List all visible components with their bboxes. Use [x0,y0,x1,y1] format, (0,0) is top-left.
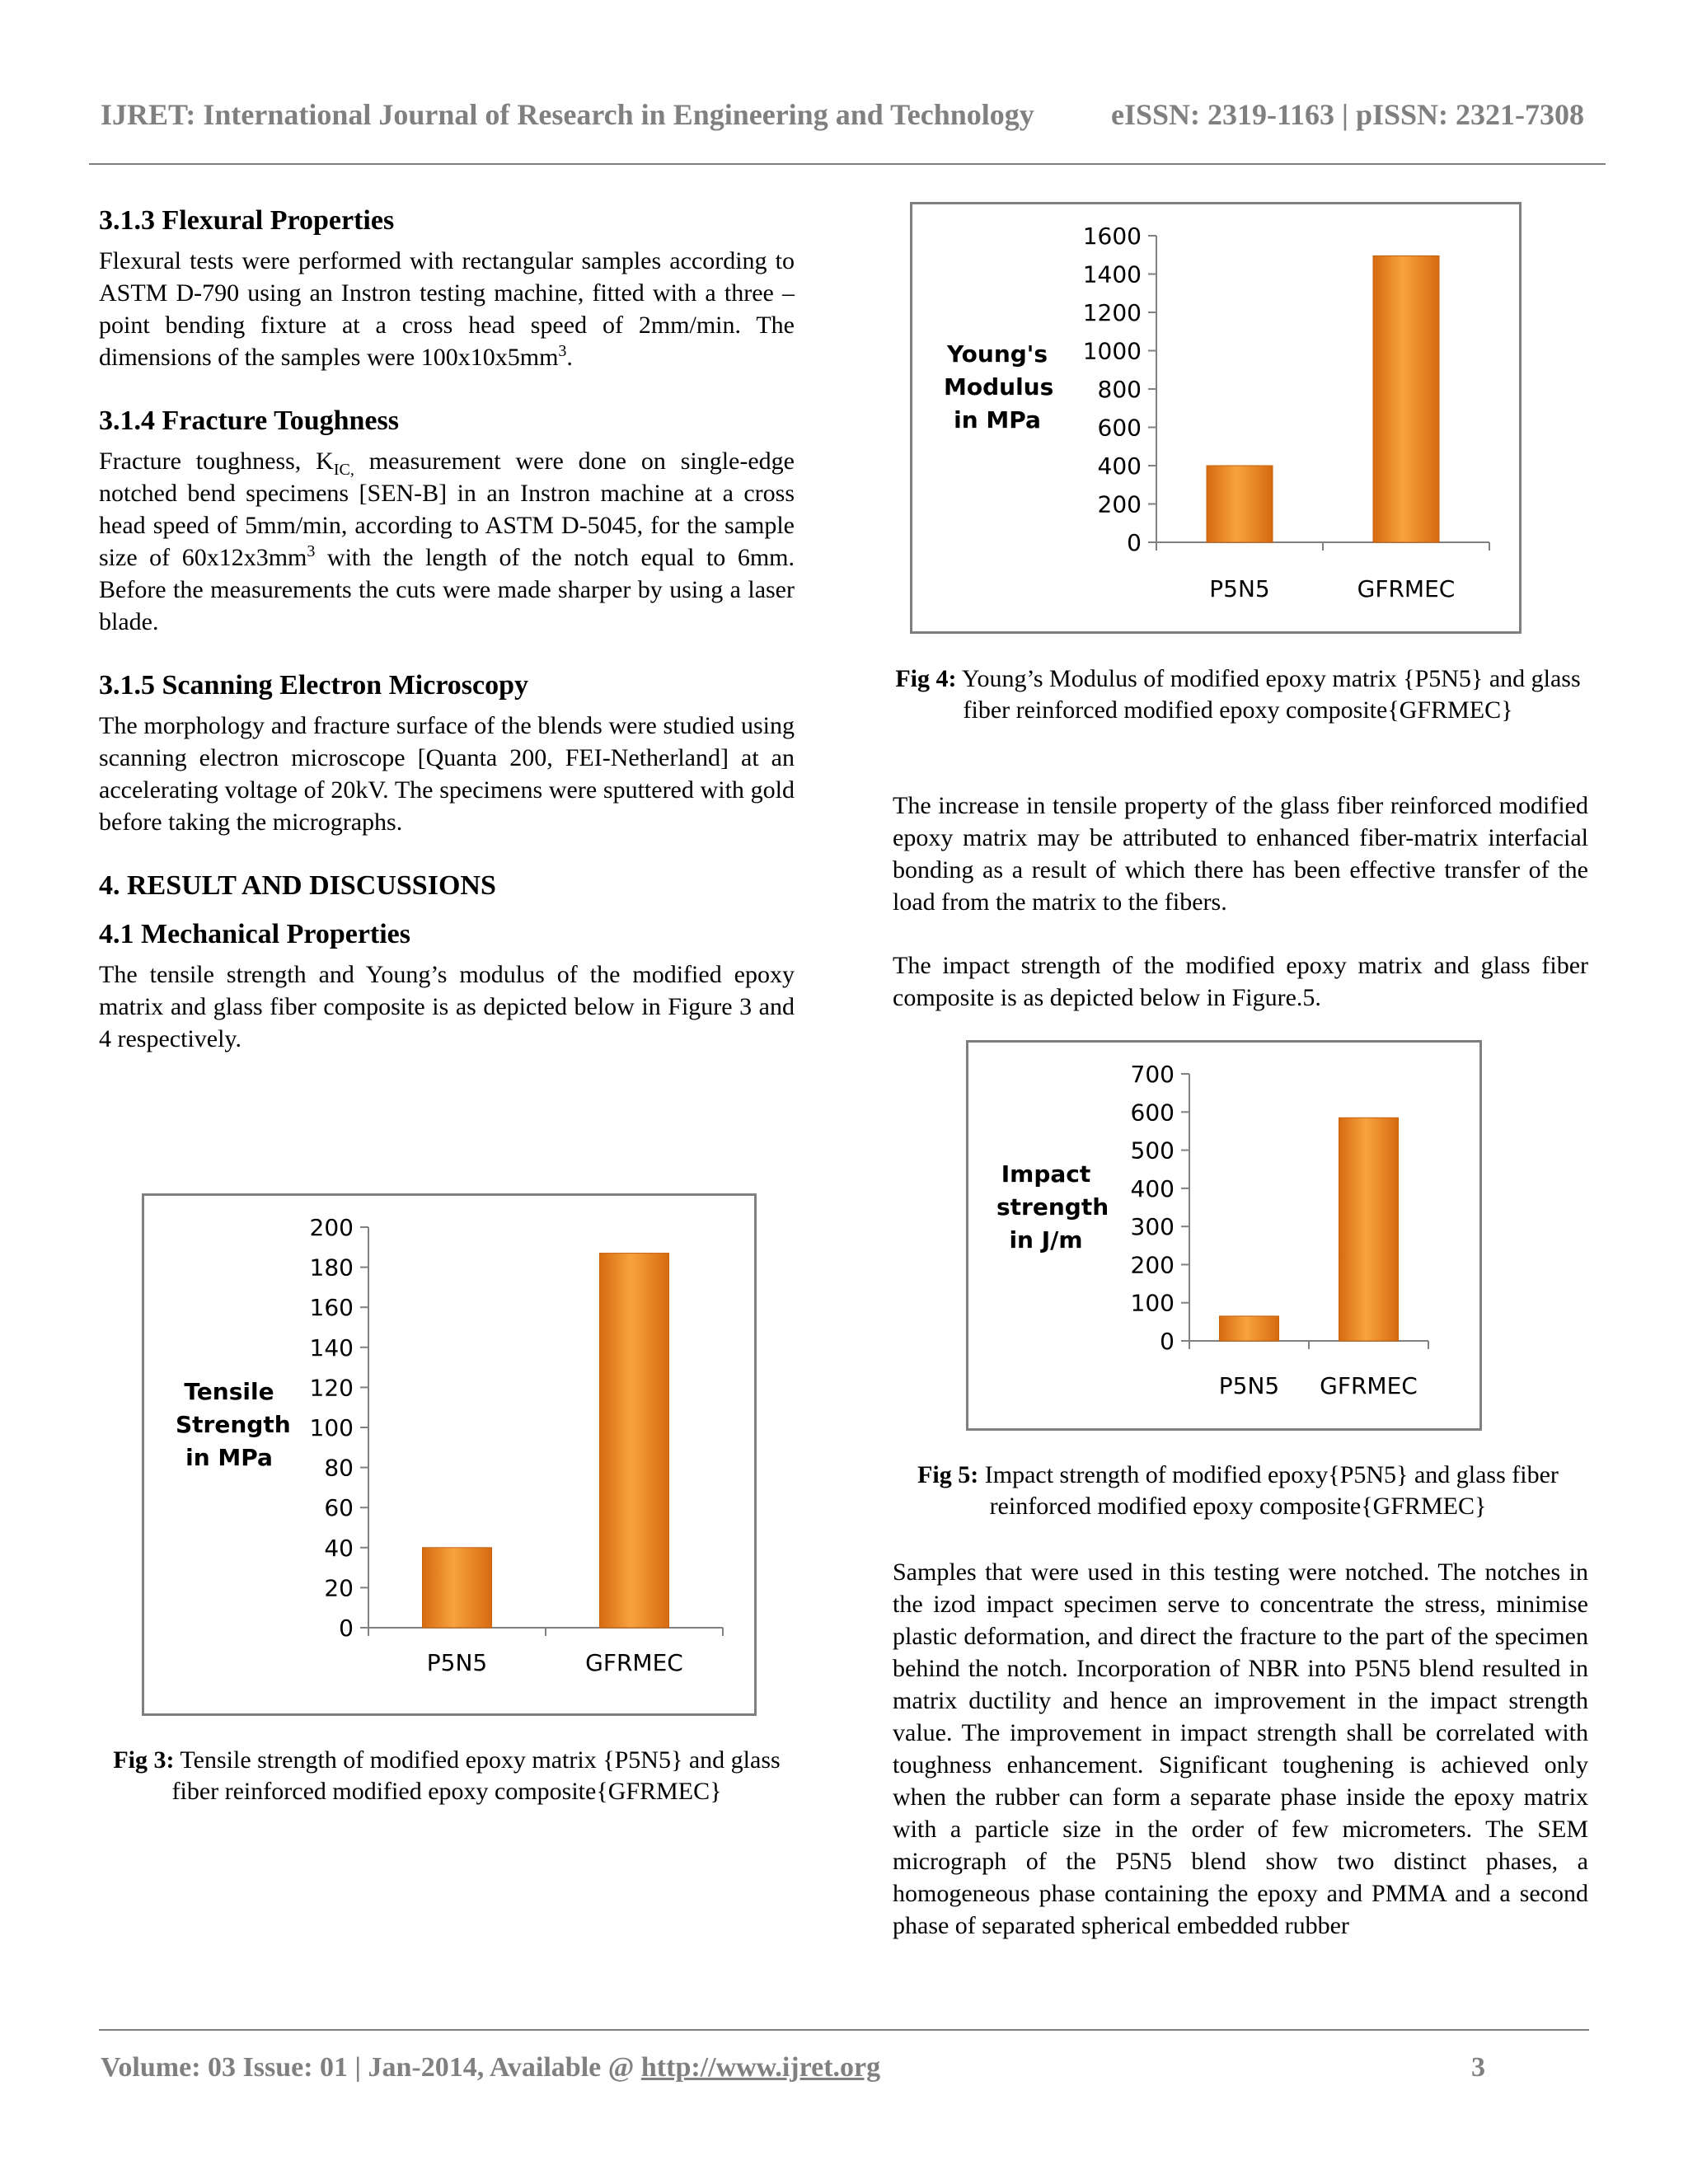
fig3-bar-gfrmec [600,1254,669,1628]
fig4-y-tick-label: 0 [1127,529,1142,556]
fig5-y-tick-label: 500 [1130,1137,1175,1165]
fig3-y-tick-label: 0 [339,1615,354,1642]
fig5-y-tick-label: 200 [1130,1251,1175,1279]
page-number: 3 [1471,2052,1485,2083]
fig5-y-tick-label: 600 [1130,1099,1175,1127]
fig4-y-tick-label: 400 [1097,452,1142,480]
right-column-upper [893,790,1588,1014]
fig5-category-label: GFRMEC [1320,1372,1418,1399]
fig5-bar-gfrmec [1339,1118,1399,1341]
fig3-y-tick-label: 200 [309,1214,354,1241]
figure-5-y-axis-label: Impact strength in J/m [996,1160,1109,1254]
paragraph-tensile-increase: The increase in tensile property of the glass fiber reinforced modified epoxy matrix may be attributed to enhanced fiber-matrix interfacial bonding as a result of which there has been effective transfer of the load from the matrix to the fibers. [893,792,1588,916]
fig4-category-label: GFRMEC [1357,575,1456,602]
right-column-lower [893,1556,1588,1942]
paragraph-impact-intro: The impact strength of the modified epoxy matrix and glass fiber composite is as depicted below in Figure.5. [893,952,1588,1011]
fig4-y-tick-label: 1400 [1082,260,1142,288]
issn: eISSN: 2319-1163 | pISSN: 2321-7308 [1111,98,1584,131]
fig3-y-tick-label: 140 [309,1333,354,1361]
fig4-y-tick-label: 1600 [1082,223,1142,250]
fig3-category-label: P5N5 [426,1649,488,1676]
fig5-bar-p5n5 [1220,1316,1279,1341]
fig3-y-tick-label: 20 [324,1574,354,1602]
figure-3-caption: Fig 3: Tensile strength of modified epoxy matrix {P5N5} and glass fiber reinforced modified epoxy composite{GFRMEC} [113,1746,781,1805]
figure-5-chart [966,1040,1482,1431]
footer-link[interactable]: http://www.ijret.org [640,2052,881,2083]
fig3-bar-p5n5 [423,1548,492,1628]
fig5-y-tick-label: 0 [1160,1328,1175,1355]
section-4-title: 4. RESULT AND DISCUSSIONS [99,870,496,901]
fig5-category-label: P5N5 [1218,1372,1280,1399]
fig3-y-tick-label: 120 [309,1374,354,1402]
section-4-1-text: The tensile strength and Young’s modulus of the modified epoxy matrix and glass fiber composite is as depicted below in Figure 3 and 4 respectively. [99,961,795,1052]
fig3-y-tick-label: 80 [324,1454,354,1482]
fig4-bar-p5n5 [1207,466,1273,542]
left-column [99,204,795,1055]
figure-4-y-axis-label: Young's Modulus in MPa [944,340,1054,434]
figure-4-chart [910,202,1522,634]
section-3-1-3-text: Flexural tests were performed with rectangular samples according to ASTM D-790 using an Instron testing machine, fitted with a three –point bending fixture at a cross head speed of 2mm/min. The dimensions of the samples were $100x10x5mm^3$. [99,247,795,371]
fig5-y-tick-label: 700 [1130,1061,1175,1088]
fig4-y-tick-label: 1200 [1082,299,1142,326]
fig5-y-tick-label: 300 [1130,1213,1175,1241]
fig3-category-label: GFRMEC [585,1649,683,1676]
fig3-y-tick-label: 40 [324,1534,354,1562]
figure-3-chart [142,1193,757,1716]
fig3-y-tick-label: 100 [309,1414,354,1441]
section-4-1-title: 4.1 Mechanical Properties [99,919,411,949]
footer-text: Volume: 03 Issue: 01 | Jan-2014, Available @ [101,2052,641,2083]
section-3-1-5-title: 3.1.5 Scanning Electron Microscopy [99,670,529,701]
fig4-category-label: P5N5 [1209,575,1270,602]
fig4-y-tick-label: 600 [1097,414,1142,442]
fig3-y-tick-label: 160 [309,1294,354,1322]
page-footer [101,2052,1485,2083]
section-3-1-3-title: 3.1.3 Flexural Properties [99,205,395,236]
fig4-bar-gfrmec [1373,255,1439,542]
fig5-y-tick-label: 400 [1130,1174,1175,1202]
section-3-1-4-title: 3.1.4 Fracture Toughness [99,405,399,436]
section-3-1-4-text: Fracture toughness, $K_{IC,}$ measurement were done on single-edge notched bend specimens [SEN-B] in an Instron machine at a cross head speed of 5mm/min, according to ASTM D-5045, for the sample size of $60x12x3mm^3$ with the length of the notch equal to 6mm. Before the measurements the cuts were made sharper by using a laser blade. [99,448,795,635]
fig4-y-tick-label: 800 [1097,376,1142,403]
figure-4-caption: Fig 4: Young’s Modulus of modified epoxy matrix {P5N5} and glass fiber reinforced modified epoxy composite{GFRMEC} [895,665,1581,724]
figure-5-caption: Fig 5: Impact strength of modified epoxy{P5N5} and glass fiber reinforced modified epoxy composite{GFRMEC} [917,1461,1559,1520]
fig4-y-tick-label: 1000 [1082,337,1142,365]
fig3-y-tick-label: 180 [309,1254,354,1282]
fig4-y-tick-label: 200 [1097,490,1142,518]
fig3-y-tick-label: 60 [324,1494,354,1522]
footer-rule [99,2029,1589,2031]
figure-3-y-axis-label: Tensile Strength in MPa [176,1378,291,1471]
header-rule [89,163,1606,165]
journal-title: IJRET: International Journal of Research in Engineering and Technology [101,98,1034,131]
section-3-1-5-text: The morphology and fracture surface of the blends were studied using scanning electron microscope [Quanta 200, FEI-Netherland] at an accelerating voltage of 20kV. The specimens were sputtered with gold before taking the micrographs. [99,712,795,836]
paragraph-notched-samples: Samples that were used in this testing were notched. The notches in the izod impact specimen serve to concentrate the stress, minimise plastic deformation, and direct the fracture to the part of the specimen behind the notch. Incorporation of NBR into P5N5 blend resulted in matrix ductility and hence an improvement in the impact strength value. The improvement in impact strength shall be correlated with toughness enhancement. Significant toughening is achieved only when the rubber can form a separate phase inside the epoxy matrix with a particle size in the order of few micrometers. The SEM micrograph of the P5N5 blend show two distinct phases, a homogeneous phase containing the epoxy and PMMA and a second phase of separated spherical embedded rubber [893,1558,1588,1939]
fig5-y-tick-label: 100 [1130,1289,1175,1317]
